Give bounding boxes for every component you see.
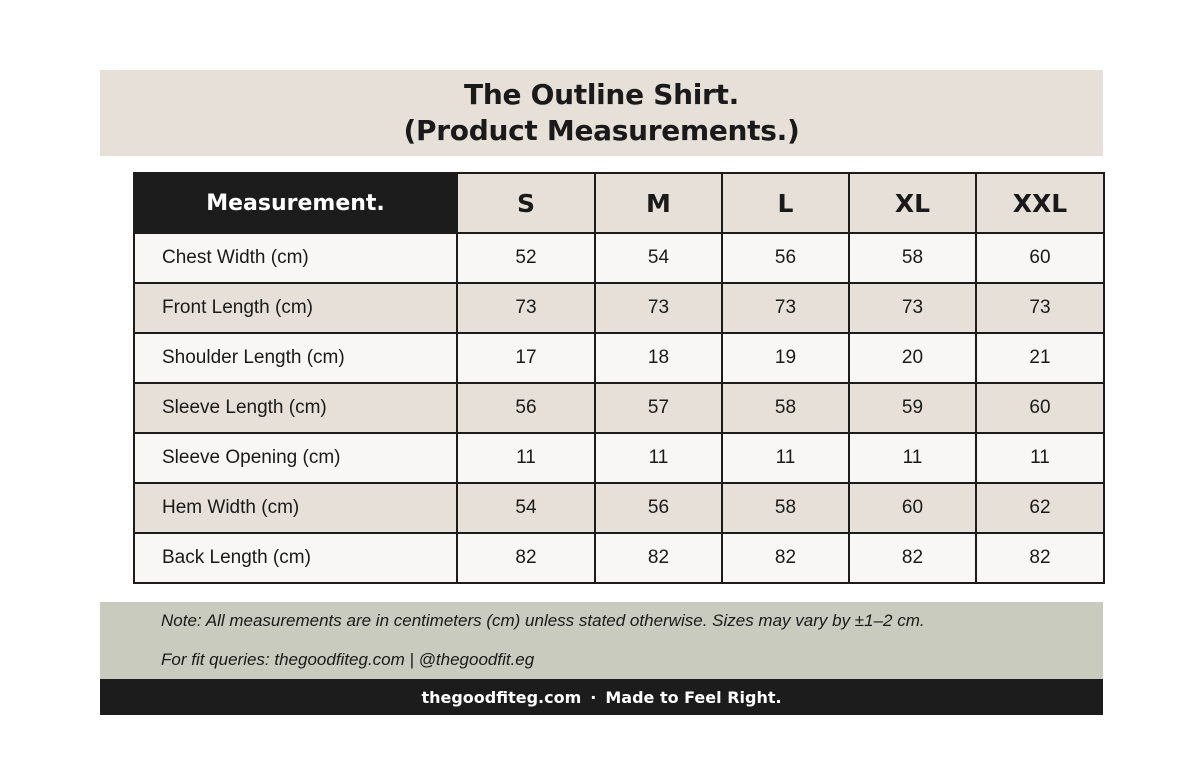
- footer-band: [100, 679, 1103, 715]
- table-cell: 54: [595, 233, 722, 283]
- table-cell: 56: [722, 233, 849, 283]
- table-row-back-length: [134, 533, 1104, 583]
- size-header-m: M: [595, 173, 722, 233]
- table-cell: 56: [457, 383, 595, 433]
- row-label: Front Length (cm): [134, 283, 457, 333]
- size-header-l: L: [722, 173, 849, 233]
- table-cell: 11: [722, 433, 849, 483]
- table-cell: 54: [457, 483, 595, 533]
- table-cell: 11: [595, 433, 722, 483]
- table-cell: 58: [849, 233, 976, 283]
- table-cell: 58: [722, 483, 849, 533]
- footer-site: thegoodfiteg.com: [421, 687, 582, 707]
- table-cell: 62: [976, 483, 1104, 533]
- table-cell: 56: [595, 483, 722, 533]
- row-label: Back Length (cm): [134, 533, 457, 583]
- footer-tagline: Made to Feel Right.: [605, 687, 782, 707]
- footer-separator: ·: [590, 687, 597, 707]
- table-cell: 73: [457, 283, 595, 333]
- measurement-column-header: Measurement.: [134, 173, 457, 233]
- page-title: The Outline Shirt.: [464, 78, 739, 111]
- table-cell: 73: [976, 283, 1104, 333]
- table-cell: 11: [457, 433, 595, 483]
- table-cell: 73: [595, 283, 722, 333]
- fit-queries-note: For fit queries: thegoodfiteg.com | @thegoodfit.eg: [161, 650, 535, 669]
- table-row-sleeve-opening: [134, 433, 1104, 483]
- table-cell: 21: [976, 333, 1104, 383]
- table-row-shoulder-length: [134, 333, 1104, 383]
- table-cell: 73: [722, 283, 849, 333]
- table-cell: 82: [849, 533, 976, 583]
- table-row-front-length: [134, 283, 1104, 333]
- row-label: Sleeve Opening (cm): [134, 433, 457, 483]
- table-cell: 20: [849, 333, 976, 383]
- table-cell: 52: [457, 233, 595, 283]
- table-header-row: [134, 173, 1104, 233]
- size-header-s: S: [457, 173, 595, 233]
- table-row-sleeve-length: [134, 383, 1104, 433]
- measurement-note: Note: All measurements are in centimeters (cm) unless stated otherwise. Sizes may vary by ±1–2 cm.: [161, 611, 925, 630]
- table-cell: 18: [595, 333, 722, 383]
- table-cell: 82: [722, 533, 849, 583]
- row-label: Shoulder Length (cm): [134, 333, 457, 383]
- size-header-xl: XL: [849, 173, 976, 233]
- table-cell: 59: [849, 383, 976, 433]
- size-header-xxl: XXL: [976, 173, 1104, 233]
- table-cell: 11: [976, 433, 1104, 483]
- table-row-hem-width: [134, 483, 1104, 533]
- row-label: Hem Width (cm): [134, 483, 457, 533]
- row-label: Sleeve Length (cm): [134, 383, 457, 433]
- table-cell: 57: [595, 383, 722, 433]
- table-cell: 73: [849, 283, 976, 333]
- table-cell: 60: [976, 383, 1104, 433]
- table-cell: 60: [849, 483, 976, 533]
- table-cell: 17: [457, 333, 595, 383]
- table-cell: 19: [722, 333, 849, 383]
- table-cell: 82: [595, 533, 722, 583]
- table-cell: 82: [457, 533, 595, 583]
- note-band: [100, 602, 1103, 679]
- table-cell: 60: [976, 233, 1104, 283]
- table-cell: 82: [976, 533, 1104, 583]
- page-subtitle: (Product Measurements.): [403, 114, 800, 147]
- table-row-chest-width: [134, 233, 1104, 283]
- table-cell: 58: [722, 383, 849, 433]
- table-cell: 11: [849, 433, 976, 483]
- title-band: [100, 70, 1103, 156]
- size-chart-table: [133, 172, 1105, 584]
- row-label: Chest Width (cm): [134, 233, 457, 283]
